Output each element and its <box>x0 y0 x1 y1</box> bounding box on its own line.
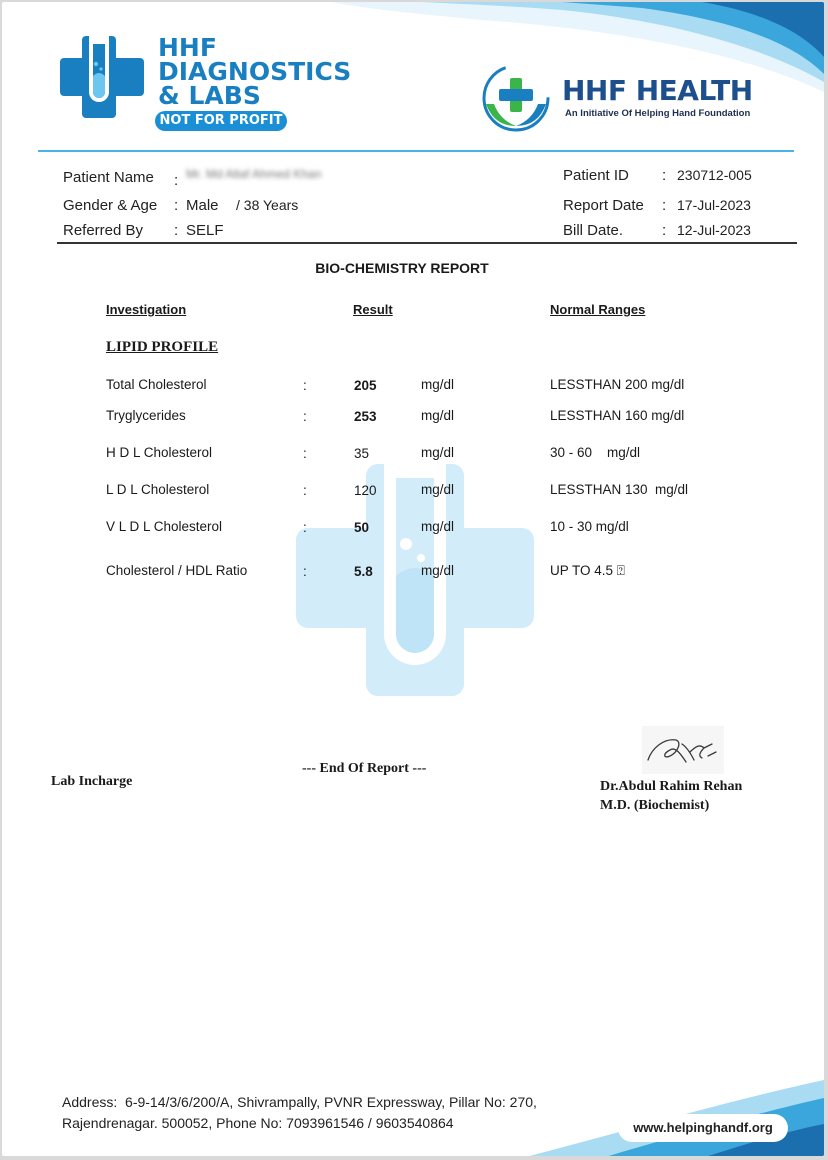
age-value: / 38 Years <box>236 197 299 213</box>
row-colon: : <box>303 446 307 461</box>
test-name: Tryglycerides <box>106 408 186 423</box>
signature-icon <box>642 726 724 774</box>
gender-value: Male <box>186 197 219 214</box>
test-result: 205 <box>354 378 377 393</box>
test-unit: mg/dl <box>421 519 455 534</box>
test-result: 5.8 <box>354 564 373 579</box>
test-name: L D L Cholesterol <box>106 482 210 497</box>
patient-id-label: Patient ID <box>563 167 629 184</box>
test-unit: mg/dl <box>421 445 455 460</box>
test-tube-cross-icon <box>60 36 144 118</box>
test-range: LESSTHAN 160 mg/dl <box>550 408 685 423</box>
info-divider <box>57 242 797 244</box>
website-link[interactable]: www.helpinghandf.org <box>618 1114 788 1142</box>
test-range: 10 - 30 mg/dl <box>550 519 629 534</box>
report-title: BIO-CHEMISTRY REPORT <box>315 260 489 276</box>
report-date-colon: : <box>662 197 667 214</box>
test-unit: mg/dl <box>421 377 455 392</box>
brand-line-3: & LABS <box>158 81 261 110</box>
test-unit: mg/dl <box>421 482 455 497</box>
doctor-title: M.D. (Biochemist) <box>600 798 710 813</box>
footer-address <box>62 1092 537 1134</box>
row-colon: : <box>303 378 307 393</box>
test-name: V L D L Cholesterol <box>106 519 223 534</box>
not-for-profit-badge: NOT FOR PROFIT <box>155 111 287 131</box>
row-colon: : <box>303 564 307 579</box>
test-result: 35 <box>354 446 370 461</box>
test-name: Total Cholesterol <box>106 377 207 392</box>
section-lipid-profile: LIPID PROFILE <box>106 339 219 355</box>
gender-colon: : <box>174 197 179 214</box>
brand-line-1: HHF <box>158 33 217 62</box>
row-colon: : <box>303 409 307 424</box>
test-result: 253 <box>354 409 377 424</box>
hands-cross-icon <box>480 64 552 134</box>
bill-date-value: 12-Jul-2023 <box>677 222 751 238</box>
brand-line-2: DIAGNOSTICS <box>158 57 352 86</box>
report-date-label: Report Date <box>563 197 644 214</box>
row-colon: : <box>303 520 307 535</box>
bill-date-label: Bill Date. <box>563 222 624 239</box>
test-result: 50 <box>354 520 370 535</box>
test-name: H D L Cholesterol <box>106 445 213 460</box>
address-line-2: Rajendrenagar. 500052, Phone No: 7093961546 / 9603540864 <box>62 1115 454 1131</box>
test-range: LESSTHAN 200 mg/dl <box>550 377 685 392</box>
column-normal-ranges: Normal Ranges <box>550 302 646 317</box>
test-range: UP TO 4.5 ⍰ <box>550 563 625 578</box>
lab-brand-name <box>158 33 352 110</box>
doctor-name: Dr.Abdul Rahim Rehan <box>600 779 743 794</box>
address-line-1: Address: 6-9-14/3/6/200/A, Shivrampally, PVNR Expressway, Pillar No: 270, <box>62 1094 537 1110</box>
referred-value: SELF <box>186 222 224 239</box>
end-of-report: --- End Of Report --- <box>302 761 427 776</box>
report-date-value: 17-Jul-2023 <box>677 197 751 213</box>
test-range: 30 - 60 mg/dl <box>550 445 641 460</box>
report-page <box>2 2 824 1156</box>
patient-name-value: Mr. Md Altaf Ahmed Khan <box>186 167 322 181</box>
patient-name-colon: : <box>174 172 179 189</box>
test-unit: mg/dl <box>421 408 455 423</box>
health-tagline: An Initiative Of Helping Hand Foundation <box>565 108 751 119</box>
test-name: Cholesterol / HDL Ratio <box>106 563 248 578</box>
column-result: Result <box>353 302 393 317</box>
patient-id-value: 230712-005 <box>677 167 752 183</box>
referred-by-label: Referred By <box>63 222 144 239</box>
lab-incharge-label: Lab Incharge <box>51 774 133 789</box>
test-tube-watermark-icon <box>296 464 534 696</box>
bill-date-colon: : <box>662 222 667 239</box>
test-result: 120 <box>354 483 377 498</box>
test-unit: mg/dl <box>421 563 455 578</box>
column-investigation: Investigation <box>106 302 187 317</box>
row-colon: : <box>303 483 307 498</box>
health-brand-name: HHF HEALTH <box>562 74 753 107</box>
patient-name-label: Patient Name <box>63 169 154 186</box>
referred-colon: : <box>174 222 179 239</box>
header-divider <box>38 150 794 152</box>
gender-age-label: Gender & Age <box>63 197 158 214</box>
patient-id-colon: : <box>662 167 667 184</box>
test-range: LESSTHAN 130 mg/dl <box>550 482 689 497</box>
